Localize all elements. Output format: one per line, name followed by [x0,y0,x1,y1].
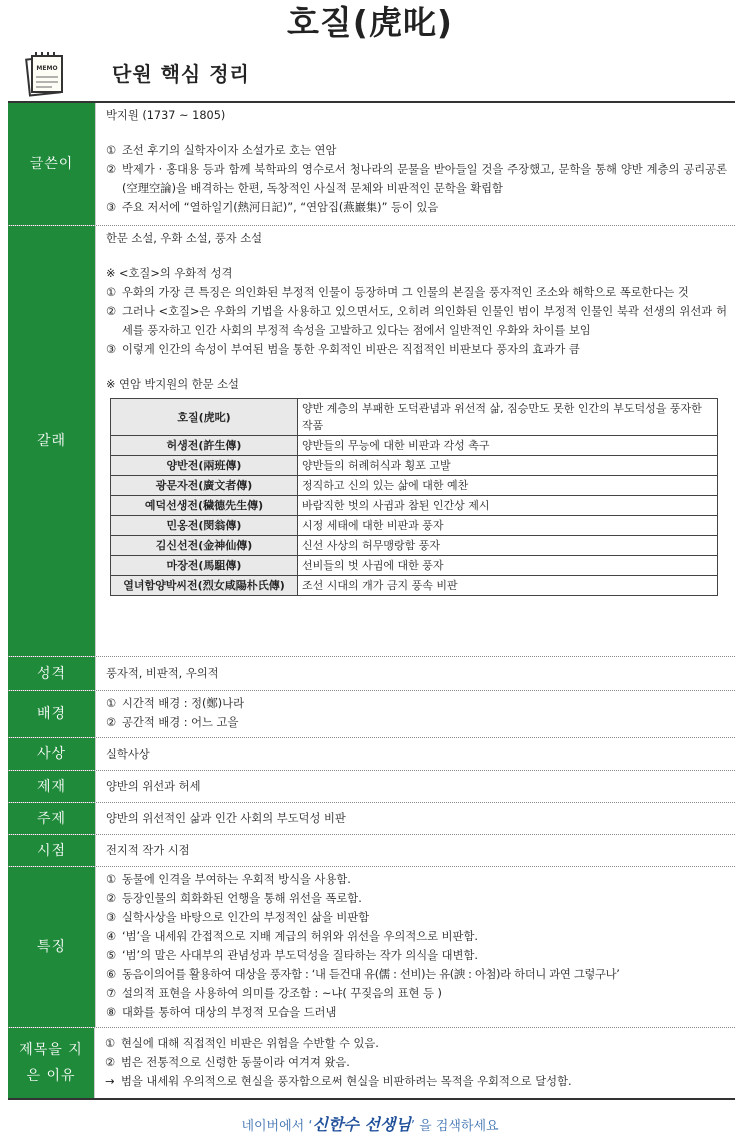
list-item: ④ ‘범’을 내세워 간접적으로 지배 계급의 허위와 위선을 우의적으로 비판함. [106,930,478,943]
list-item: ② 범은 전통적으로 신령한 동물이라 여겨져 왔음. [105,1056,350,1069]
row-label-title-reason: 제목을 지은 이유 [8,1028,95,1098]
row-label-theme: 주제 [8,803,96,834]
table-row: 민옹전(閔翁傳) 시정 세태에 대한 비판과 풍자 [111,516,718,536]
list-item: ⑤ ‘범’의 말은 사대부의 관념성과 부도덕성을 질타하는 작가 의식을 대변함. [106,949,478,962]
row-label-viewpoint: 시점 [8,835,96,866]
row-content-thought: 실학사상 [106,747,150,761]
row-content-genre [96,226,735,656]
row-content-subject: 양반의 위선과 허세 [106,780,201,793]
row-character [8,657,735,691]
table-row: 허생전(許生傳) 양반들의 무능에 대한 비판과 각성 촉구 [111,436,718,456]
row-content-title-reason [95,1028,735,1098]
list-item: ② 박제가 · 홍대용 등과 함께 북학파의 영수로서 청나라의 문물을 받아들일 것을 주장했고, 문학을 통해 양반 계층의 공리공론(空理空論)을 배격하는 한편, 독창적인 사실적 문체와 비판적인 문학을 확립함 [106,163,727,195]
page-title: 호질(虎叱) [287,3,453,42]
row-label-character: 성격 [8,657,96,690]
list-item: ① 동물에 인격을 부여하는 우회적 방식을 사용함. [106,873,351,886]
list-item: ② 그러나 <호질>은 우화의 기법을 사용하고 있으면서도, 오히려 의인화된 인물인 범이 부정적 인물인 북곽 선생의 위선과 허세를 풍자하고 인간 사회의 부정적 속성을 고발하고 있다는 점에서 일반적인 우화와 차이를 보임 [106,305,727,337]
section-header [0,48,740,100]
row-title-reason [8,1028,735,1100]
row-subject [8,771,735,803]
table-row: 열녀함양박씨전(烈女咸陽朴氏傳) 조선 시대의 개가 금지 풍속 비판 [111,576,718,596]
list-item: ③ 실학사상을 바탕으로 인간의 부정적인 삶을 비판함 [106,911,370,924]
row-thought [8,738,735,771]
list-item: ③ 이렇게 인간의 속성이 부여된 범을 통한 우회적인 비판은 직접적인 비판보다 풍자의 효과가 큼 [106,343,580,356]
list-item: ① 시간적 배경 : 정(鄭)나라 [106,697,244,710]
row-genre [8,226,735,657]
row-content-character: 풍자적, 비판적, 우의적 [106,667,219,680]
list-item: ① 조선 후기의 실학자이자 소설가로 호는 연암 [106,144,337,157]
list-item: → 범을 내세워 우의적으로 현실을 풍자함으로써 현실을 비판하려는 목적을 우회적으로 달성함. [105,1075,572,1088]
row-author [8,103,735,226]
row-setting [8,691,735,738]
table-row: 호질(虎叱) 양반 계층의 부패한 도덕관념과 위선적 삶, 짐승만도 못한 인간의 부도덕성을 풍자한 작품 [111,399,718,436]
table-row: 마장전(馬駔傳) 선비들의 벗 사귐에 대한 풍자 [111,556,718,576]
table-row: 광문자전(廣文者傳) 정직하고 신의 있는 삶에 대한 예찬 [111,476,718,496]
row-label-setting: 배경 [8,691,96,737]
section-title: 단원 핵심 정리 [112,62,250,86]
note-heading: ※ <호질>의 우화적 성격 [106,267,233,280]
table-row: 예덕선생전(穢德先生傳) 바람직한 벗의 사귐과 참된 인간상 제시 [111,496,718,516]
row-content-features [96,867,735,1027]
row-label-thought: 사상 [8,738,96,770]
footer-prefix: 네이버에서 ‘ [241,1119,313,1134]
note-heading: ※ 연암 박지원의 한문 소설 [106,378,239,391]
row-label-features: 특징 [8,867,96,1027]
row-label-genre: 갈래 [8,226,96,656]
summary-table [8,103,735,1100]
list-item: ② 등장인물의 희화화된 언행을 통해 위선을 폭로함. [106,892,362,905]
author-name: 박지원 (1737 ~ 1805) [106,109,226,122]
footer-signature: 신한수 선생님 [312,1115,411,1134]
list-item: ③ 주요 저서에 “열하일기(熱河日記)”, “연암집(燕巖集)” 등이 있음 [106,201,439,214]
footer [0,1112,740,1135]
table-row: 양반전(兩班傳) 양반들의 허례허식과 횡포 고발 [111,456,718,476]
list-item: ⑧ 대화를 통하여 대상의 부정적 모습을 드러냄 [106,1006,337,1019]
list-item: ② 공간적 배경 : 어느 고을 [106,716,239,729]
row-label-author: 글쓴이 [8,103,96,225]
list-item: ① 우화의 가장 큰 특징은 의인화된 부정적 인물이 등장하며 그 인물의 본질을 풍자적인 조소와 해학으로 폭로한다는 것 [106,286,689,299]
row-content-author [96,103,735,225]
memo-icon [22,50,66,98]
row-label-subject: 제재 [8,771,96,802]
footer-suffix: ’ 을 검색하세요 [410,1119,499,1134]
row-content-theme: 양반의 위선적인 삶과 인간 사회의 부도덕성 비판 [106,812,346,825]
row-content-viewpoint: 전지적 작가 시점 [106,844,190,857]
svg-text:MEMO: MEMO [36,65,58,72]
list-item: ⑥ 동음이의어를 활용하여 대상을 풍자함 : ‘내 듣건대 유(儒 : 선비)는 유(諛 : 아첨)라 하더니 과연 그렇구나’ [106,968,620,981]
list-item: ① 현실에 대해 직접적인 비판은 위험을 수반할 수 있음. [105,1037,379,1050]
genre-line: 한문 소설, 우화 소설, 풍자 소설 [106,232,263,245]
table-row: 김신선전(金神仙傳) 신선 사상의 허무맹랑함 풍자 [111,536,718,556]
row-features [8,867,735,1028]
list-item: ⑦ 설의적 표현을 사용하여 의미를 강조함 : ~냐( 꾸짖음의 표현 등 ) [106,987,442,1000]
row-viewpoint [8,835,735,867]
row-content-setting [96,691,735,737]
row-theme [8,803,735,835]
novels-table [110,398,718,596]
